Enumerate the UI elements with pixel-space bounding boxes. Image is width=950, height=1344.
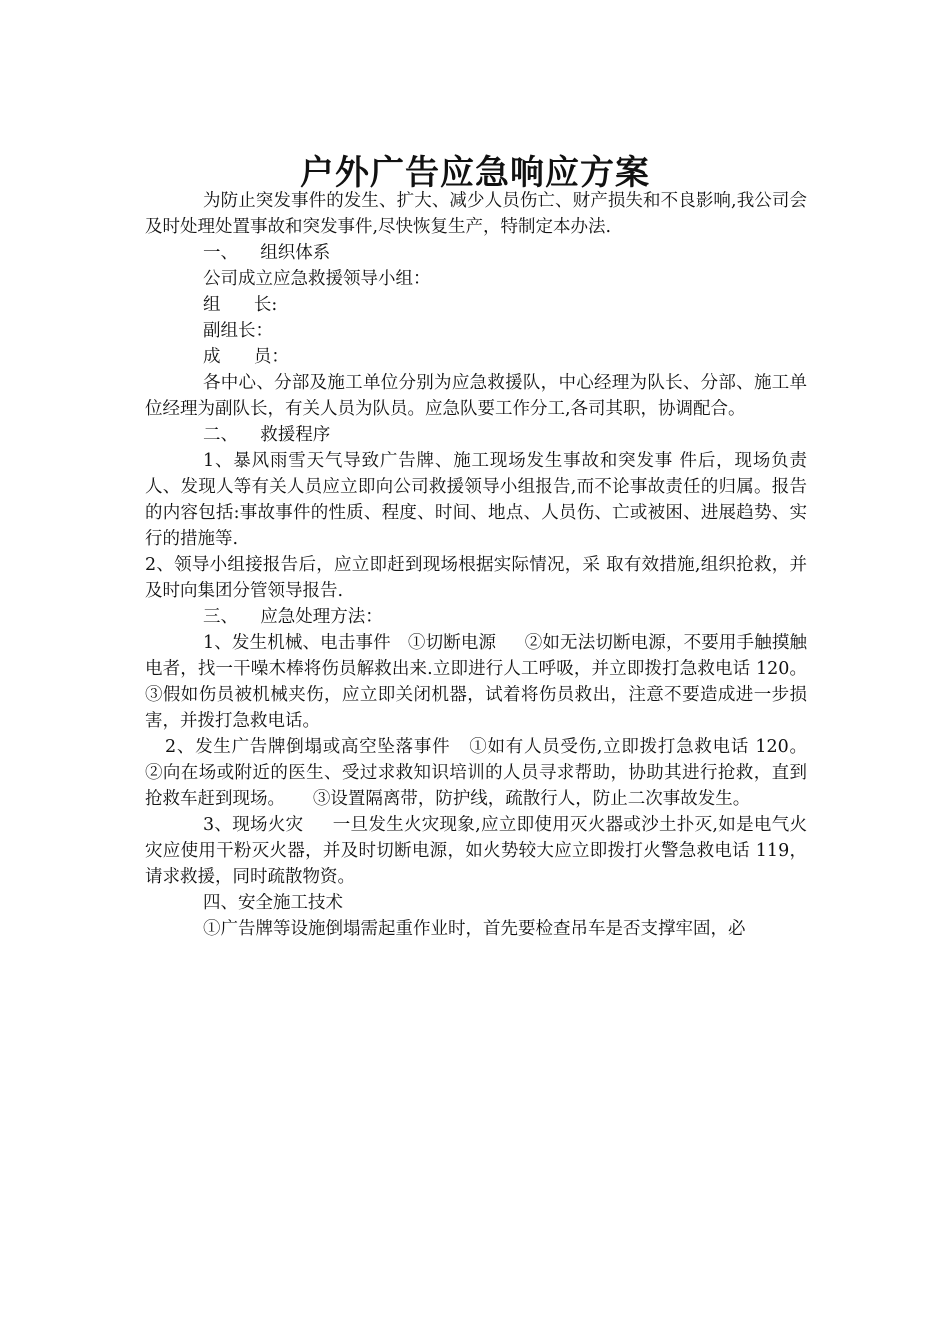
leadership-group-line: 公司成立应急救援领导小组： (203, 269, 431, 289)
section-3-heading: 三、 应急处理方法： (203, 607, 383, 627)
section-2-heading: 二、 救援程序 (203, 425, 331, 445)
document-body (145, 188, 835, 942)
emergency-method-1: 1、发生机械、电击事件 ①切断电源 ②如无法切断电源，不要用手触摸触电者，找一干噪木棒将伤员解救出来.立即进行人工呼吸，并立即拨打急救电话 120。 ③假如伤员被机械夹伤，应立即关闭机器，试着将伤员救出，注意不要造成进一步损害，并拨打急救电话。 (145, 633, 835, 731)
emergency-method-2: 2、发生广告牌倒塌或高空坠落事件 ①如有人员受伤,立即拨打急救电话 120。 ②向在场或附近的医生、受过求救知识培训的人员寻求帮助，协助其进行抢救，直到抢救车赶到现场。 ③设置隔离带，防护线，疏散行人，防止二次事故发生。 (145, 737, 835, 809)
vice-leader-line: 副组长： (203, 321, 273, 341)
rescue-step-1: 1、暴风雨雪天气导致广告牌、施工现场发生事故和突发事 件后，现场负责人、发现人等有关人员应立即向公司救援领导小组报告,而不论事故责任的归属。报告的内容包括:事故事件的性质、程度、时间、地点、人员伤、亡或被困、进展趋势、实行的措施等. (145, 451, 807, 549)
team-description-paragraph: 各中心、分部及施工单位分别为应急救援队，中心经理为队长、分部、施工单位经理为副队长，有关人员为队员。应急队要工作分工,各司其职，协调配合。 (145, 373, 807, 419)
members-line: 成 员： (203, 347, 289, 367)
section-4-heading: 四、安全施工技术 (203, 893, 343, 913)
leader-line: 组 长: (203, 295, 278, 315)
section-1-heading: 一、 组织体系 (203, 243, 331, 263)
document-title: 户外广告应急响应方案 (300, 152, 650, 193)
rescue-step-2: 2、领导小组接报告后，应立即赶到现场根据实际情况，采 取有效措施,组织抢救，并及时向集团分管领导报告. (145, 555, 807, 601)
emergency-method-3: 3、现场火灾 一旦发生火灾现象,应立即使用灭火器或沙土扑灭,如是电气火灾应使用干粉灭火器，并及时切断电源，如火势较大应立即拨打火警急救电话 119，请求救援，同时疏散物资。 (145, 815, 807, 887)
safety-technique-1: ①广告牌等设施倒塌需起重作业时，首先要检查吊车是否支撑牢固，必 (203, 919, 746, 939)
intro-paragraph: 为防止突发事件的发生、扩大、减少人员伤亡、财产损失和不良影响,我公司会及时处理处置事故和突发事件,尽快恢复生产，特制定本办法. (145, 191, 807, 237)
